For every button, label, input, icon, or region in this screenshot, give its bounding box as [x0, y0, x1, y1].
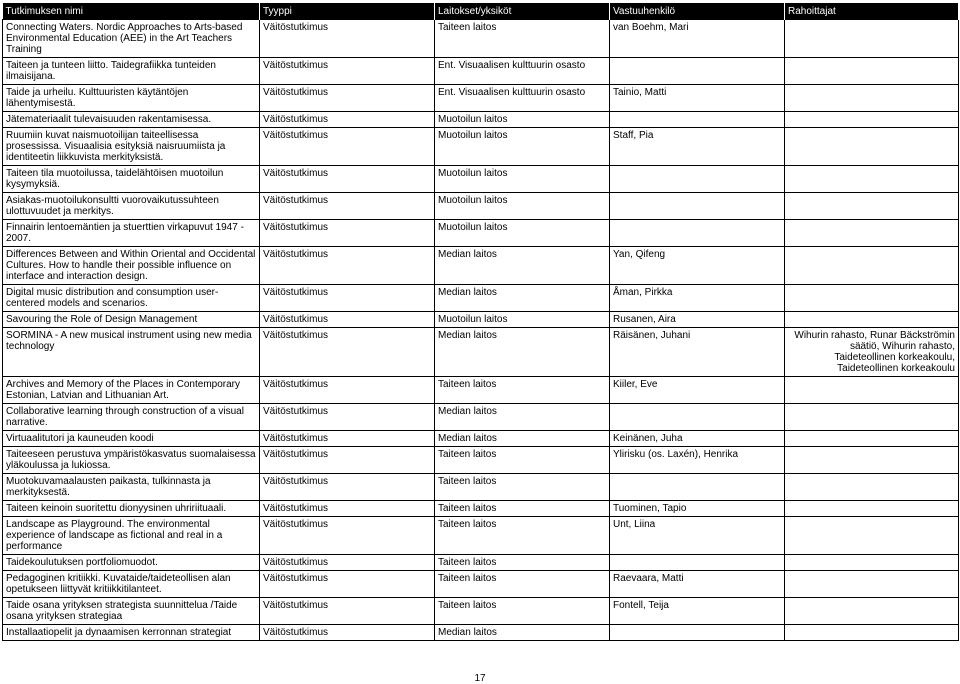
- table-row: [3, 220, 959, 247]
- type-cell: Väitöstutkimus: [260, 128, 435, 166]
- research-name-cell: Connecting Waters. Nordic Approaches to Arts-based Environmental Education (AEE) in the Art Teachers Training: [3, 20, 260, 58]
- responsible-person-cell: [610, 555, 785, 571]
- department-cell: Muotoilun laitos: [435, 166, 610, 193]
- type-cell: Väitöstutkimus: [260, 447, 435, 474]
- funders-cell: [785, 58, 959, 85]
- research-table: [2, 3, 959, 641]
- funders-cell: [785, 377, 959, 404]
- responsible-person-cell: Tuominen, Tapio: [610, 501, 785, 517]
- table-row: [3, 598, 959, 625]
- responsible-person-cell: [610, 112, 785, 128]
- department-cell: Median laitos: [435, 625, 610, 641]
- page-number: 17: [474, 673, 486, 684]
- table-row: [3, 625, 959, 641]
- table-row: [3, 555, 959, 571]
- department-cell: Median laitos: [435, 285, 610, 312]
- responsible-person-cell: [610, 625, 785, 641]
- research-name-cell: Taiteeseen perustuva ympäristökasvatus suomalaisessa yläkoulussa ja lukiossa.: [3, 447, 260, 474]
- department-cell: Taiteen laitos: [435, 501, 610, 517]
- table-row: [3, 58, 959, 85]
- table-row: [3, 447, 959, 474]
- department-cell: Median laitos: [435, 431, 610, 447]
- funders-cell: [785, 431, 959, 447]
- department-cell: Muotoilun laitos: [435, 312, 610, 328]
- department-cell: Ent. Visuaalisen kulttuurin osasto: [435, 85, 610, 112]
- funders-cell: [785, 85, 959, 112]
- research-name-cell: Digital music distribution and consumption user-centered models and scenarios.: [3, 285, 260, 312]
- table-row: [3, 404, 959, 431]
- type-cell: Väitöstutkimus: [260, 85, 435, 112]
- type-cell: Väitöstutkimus: [260, 312, 435, 328]
- responsible-person-cell: Raevaara, Matti: [610, 571, 785, 598]
- responsible-person-cell: Ylirisku (os. Laxén), Henrika: [610, 447, 785, 474]
- funders-cell: [785, 501, 959, 517]
- type-cell: Väitöstutkimus: [260, 625, 435, 641]
- research-name-cell: Landscape as Playground. The environmental experience of landscape as fictional and real in a performance: [3, 517, 260, 555]
- type-cell: Väitöstutkimus: [260, 220, 435, 247]
- responsible-person-cell: Åman, Pirkka: [610, 285, 785, 312]
- research-name-cell: Taiteen keinoin suoritettu dionyysinen uhririituaali.: [3, 501, 260, 517]
- responsible-person-cell: Tainio, Matti: [610, 85, 785, 112]
- department-cell: Muotoilun laitos: [435, 220, 610, 247]
- department-cell: Taiteen laitos: [435, 517, 610, 555]
- funders-cell: [785, 285, 959, 312]
- header-funders: Rahoittajat: [785, 3, 959, 20]
- type-cell: Väitöstutkimus: [260, 58, 435, 85]
- type-cell: Väitöstutkimus: [260, 20, 435, 58]
- type-cell: Väitöstutkimus: [260, 431, 435, 447]
- responsible-person-cell: [610, 58, 785, 85]
- research-name-cell: Archives and Memory of the Places in Contemporary Estonian, Latvian and Lithuanian Art.: [3, 377, 260, 404]
- table-row: [3, 474, 959, 501]
- header-research-name: Tutkimuksen nimi: [3, 3, 260, 20]
- research-name-cell: Asiakas-muotoilukonsultti vuorovaikutussuhteen ulottuvuudet ja merkitys.: [3, 193, 260, 220]
- funders-cell: [785, 112, 959, 128]
- funders-cell: [785, 555, 959, 571]
- department-cell: Taiteen laitos: [435, 571, 610, 598]
- table-row: [3, 501, 959, 517]
- responsible-person-cell: Staff, Pia: [610, 128, 785, 166]
- responsible-person-cell: [610, 220, 785, 247]
- department-cell: Median laitos: [435, 247, 610, 285]
- type-cell: Väitöstutkimus: [260, 328, 435, 377]
- funders-cell: [785, 404, 959, 431]
- department-cell: Median laitos: [435, 404, 610, 431]
- department-cell: Median laitos: [435, 328, 610, 377]
- research-name-cell: Installaatiopelit ja dynaamisen kerronnan strategiat: [3, 625, 260, 641]
- department-cell: Taiteen laitos: [435, 598, 610, 625]
- research-name-cell: Virtuaalitutori ja kauneuden koodi: [3, 431, 260, 447]
- table-header: [3, 3, 959, 20]
- research-name-cell: Collaborative learning through construction of a visual narrative.: [3, 404, 260, 431]
- table-row: [3, 20, 959, 58]
- table-row: [3, 247, 959, 285]
- table-row: [3, 285, 959, 312]
- type-cell: Väitöstutkimus: [260, 598, 435, 625]
- type-cell: Väitöstutkimus: [260, 517, 435, 555]
- department-cell: Taiteen laitos: [435, 20, 610, 58]
- funders-cell: [785, 312, 959, 328]
- type-cell: Väitöstutkimus: [260, 247, 435, 285]
- responsible-person-cell: [610, 166, 785, 193]
- responsible-person-cell: Unt, Liina: [610, 517, 785, 555]
- research-name-cell: Taide ja urheilu. Kulttuuristen käytäntöjen lähentymisestä.: [3, 85, 260, 112]
- table-row: [3, 166, 959, 193]
- research-name-cell: Taiteen tila muotoilussa, taidelähtöisen muotoilun kysymyksiä.: [3, 166, 260, 193]
- table-row: [3, 517, 959, 555]
- type-cell: Väitöstutkimus: [260, 285, 435, 312]
- header-type: Tyyppi: [260, 3, 435, 20]
- funders-cell: [785, 625, 959, 641]
- funders-cell: [785, 20, 959, 58]
- type-cell: Väitöstutkimus: [260, 501, 435, 517]
- funders-cell: [785, 517, 959, 555]
- funders-cell: [785, 166, 959, 193]
- funders-cell: [785, 474, 959, 501]
- type-cell: Väitöstutkimus: [260, 166, 435, 193]
- department-cell: Muotoilun laitos: [435, 128, 610, 166]
- responsible-person-cell: Yan, Qifeng: [610, 247, 785, 285]
- research-name-cell: Taide osana yrityksen strategista suunnittelua /Taide osana yrityksen strategiaa: [3, 598, 260, 625]
- funders-cell: [785, 571, 959, 598]
- type-cell: Väitöstutkimus: [260, 404, 435, 431]
- research-name-cell: Taidekoulutuksen portfoliomuodot.: [3, 555, 260, 571]
- table-body: [3, 20, 959, 641]
- responsible-person-cell: Fontell, Teija: [610, 598, 785, 625]
- research-name-cell: Savouring the Role of Design Management: [3, 312, 260, 328]
- table-row: [3, 431, 959, 447]
- responsible-person-cell: Räisänen, Juhani: [610, 328, 785, 377]
- type-cell: Väitöstutkimus: [260, 377, 435, 404]
- responsible-person-cell: Kiiler, Eve: [610, 377, 785, 404]
- table-row: [3, 193, 959, 220]
- table-row: [3, 377, 959, 404]
- table-row: [3, 85, 959, 112]
- table-row: [3, 128, 959, 166]
- research-name-cell: Differences Between and Within Oriental and Occidental Cultures. How to handle their possible influence on interface and interaction design.: [3, 247, 260, 285]
- responsible-person-cell: Rusanen, Aira: [610, 312, 785, 328]
- table-row: [3, 312, 959, 328]
- header-departments: Laitokset/yksiköt: [435, 3, 610, 20]
- type-cell: Väitöstutkimus: [260, 474, 435, 501]
- funders-cell: [785, 193, 959, 220]
- type-cell: Väitöstutkimus: [260, 571, 435, 598]
- department-cell: Muotoilun laitos: [435, 112, 610, 128]
- type-cell: Väitöstutkimus: [260, 193, 435, 220]
- responsible-person-cell: [610, 404, 785, 431]
- funders-cell: Wihurin rahasto, Runar Bäckströmin säätiö, Wihurin rahasto, Taideteollinen korkeakoulu, Taideteollinen korkeakoulu: [785, 328, 959, 377]
- department-cell: Taiteen laitos: [435, 555, 610, 571]
- research-name-cell: Pedagoginen kritiikki. Kuvataide/taideteollisen alan opetukseen liittyvät kritiikkitilanteet.: [3, 571, 260, 598]
- type-cell: Väitöstutkimus: [260, 112, 435, 128]
- research-name-cell: Muotokuvamaalausten paikasta, tulkinnasta ja merkityksestä.: [3, 474, 260, 501]
- table-row: [3, 112, 959, 128]
- funders-cell: [785, 447, 959, 474]
- research-name-cell: Jätemateriaalit tulevaisuuden rakentamisessa.: [3, 112, 260, 128]
- research-name-cell: SORMINA - A new musical instrument using new media technology: [3, 328, 260, 377]
- header-responsible-person: Vastuuhenkilö: [610, 3, 785, 20]
- responsible-person-cell: Keinänen, Juha: [610, 431, 785, 447]
- research-name-cell: Finnairin lentoemäntien ja stuerttien virkapuvut 1947 - 2007.: [3, 220, 260, 247]
- funders-cell: [785, 598, 959, 625]
- responsible-person-cell: [610, 193, 785, 220]
- funders-cell: [785, 247, 959, 285]
- table-row: [3, 328, 959, 377]
- responsible-person-cell: van Boehm, Mari: [610, 20, 785, 58]
- table-row: [3, 571, 959, 598]
- responsible-person-cell: [610, 474, 785, 501]
- department-cell: Muotoilun laitos: [435, 193, 610, 220]
- department-cell: Taiteen laitos: [435, 474, 610, 501]
- funders-cell: [785, 220, 959, 247]
- department-cell: Ent. Visuaalisen kulttuurin osasto: [435, 58, 610, 85]
- research-name-cell: Ruumiin kuvat naismuotoilijan taiteellisessa prosessissa. Visuaalisia esityksiä naisruumiista ja identiteetin liikkuvista merkityksistä.: [3, 128, 260, 166]
- type-cell: Väitöstutkimus: [260, 555, 435, 571]
- department-cell: Taiteen laitos: [435, 447, 610, 474]
- funders-cell: [785, 128, 959, 166]
- department-cell: Taiteen laitos: [435, 377, 610, 404]
- header-row: [3, 3, 959, 20]
- research-name-cell: Taiteen ja tunteen liitto. Taidegrafiikka tunteiden ilmaisijana.: [3, 58, 260, 85]
